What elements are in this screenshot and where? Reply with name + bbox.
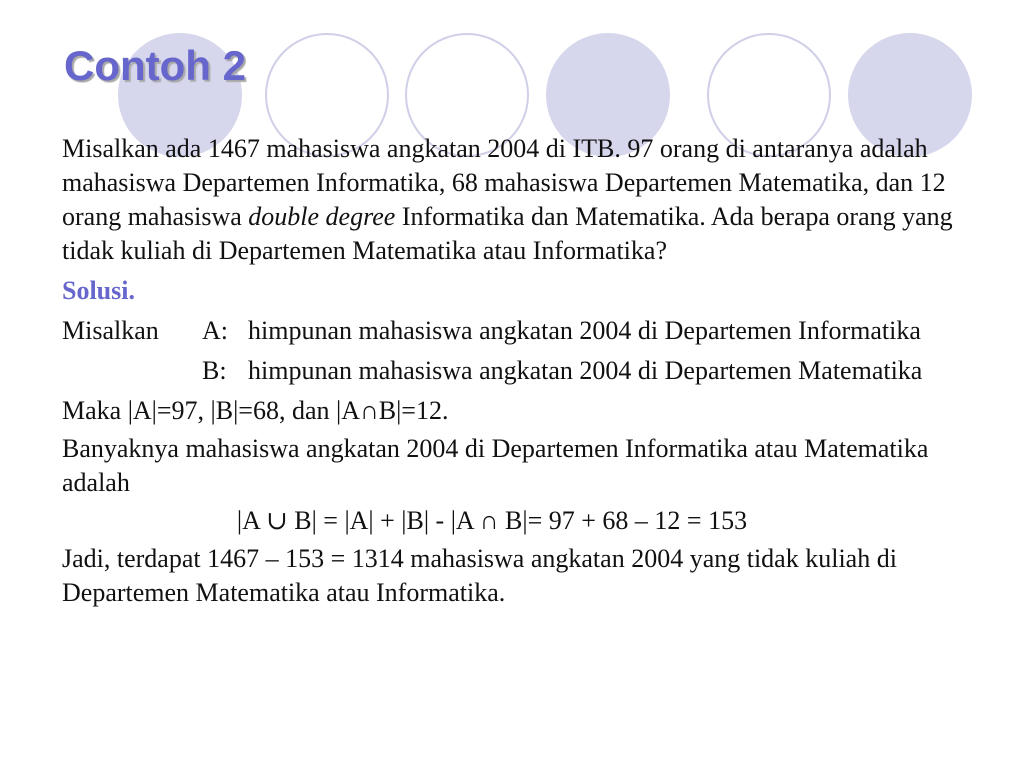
given-values: Maka |A|=97, |B|=68, dan |A∩B|=12. <box>62 396 449 425</box>
slide-body <box>62 132 962 610</box>
problem-italic: double degree <box>248 202 396 231</box>
slide-title: Contoh 2 <box>64 42 246 89</box>
solution-heading: Solusi. <box>62 276 135 305</box>
definition-b <box>62 354 962 388</box>
statement: Banyaknya mahasiswa angkatan 2004 di Departemen Informatika atau Matematika adalah <box>62 434 929 497</box>
definition-b-text: himpunan mahasiswa angkatan 2004 di Departemen Matematika <box>248 356 923 385</box>
conclusion: Jadi, terdapat 1467 – 153 = 1314 mahasiswa angkatan 2004 yang tidak kuliah di Departemen Matematika atau Informatika. <box>62 544 897 607</box>
definition-intro: Misalkan <box>62 316 159 345</box>
definition-a-label: A: <box>202 316 228 345</box>
definition-a <box>62 314 962 348</box>
definition-b-label: B: <box>202 356 227 385</box>
problem-statement <box>62 132 962 268</box>
definition-a-text: himpunan mahasiswa angkatan 2004 di Departemen Informatika <box>248 316 921 345</box>
problem-text-2: Informatika dan Matematika. Ada berapa orang yang tidak kuliah di Departemen Matematika atau Informatika? <box>62 202 953 265</box>
formula: |A ∪ B| = |A| + |B| - |A ∩ B|= 97 + 68 – 12 = 153 <box>236 506 748 535</box>
problem-text-1: Misalkan ada 1467 mahasiswa angkatan 2004 di ITB. 97 orang di antaranya adalah mahasiswa Departemen Informatika, 68 mahasiswa Departemen Matematika, dan 12 orang mahasiswa <box>62 134 946 231</box>
